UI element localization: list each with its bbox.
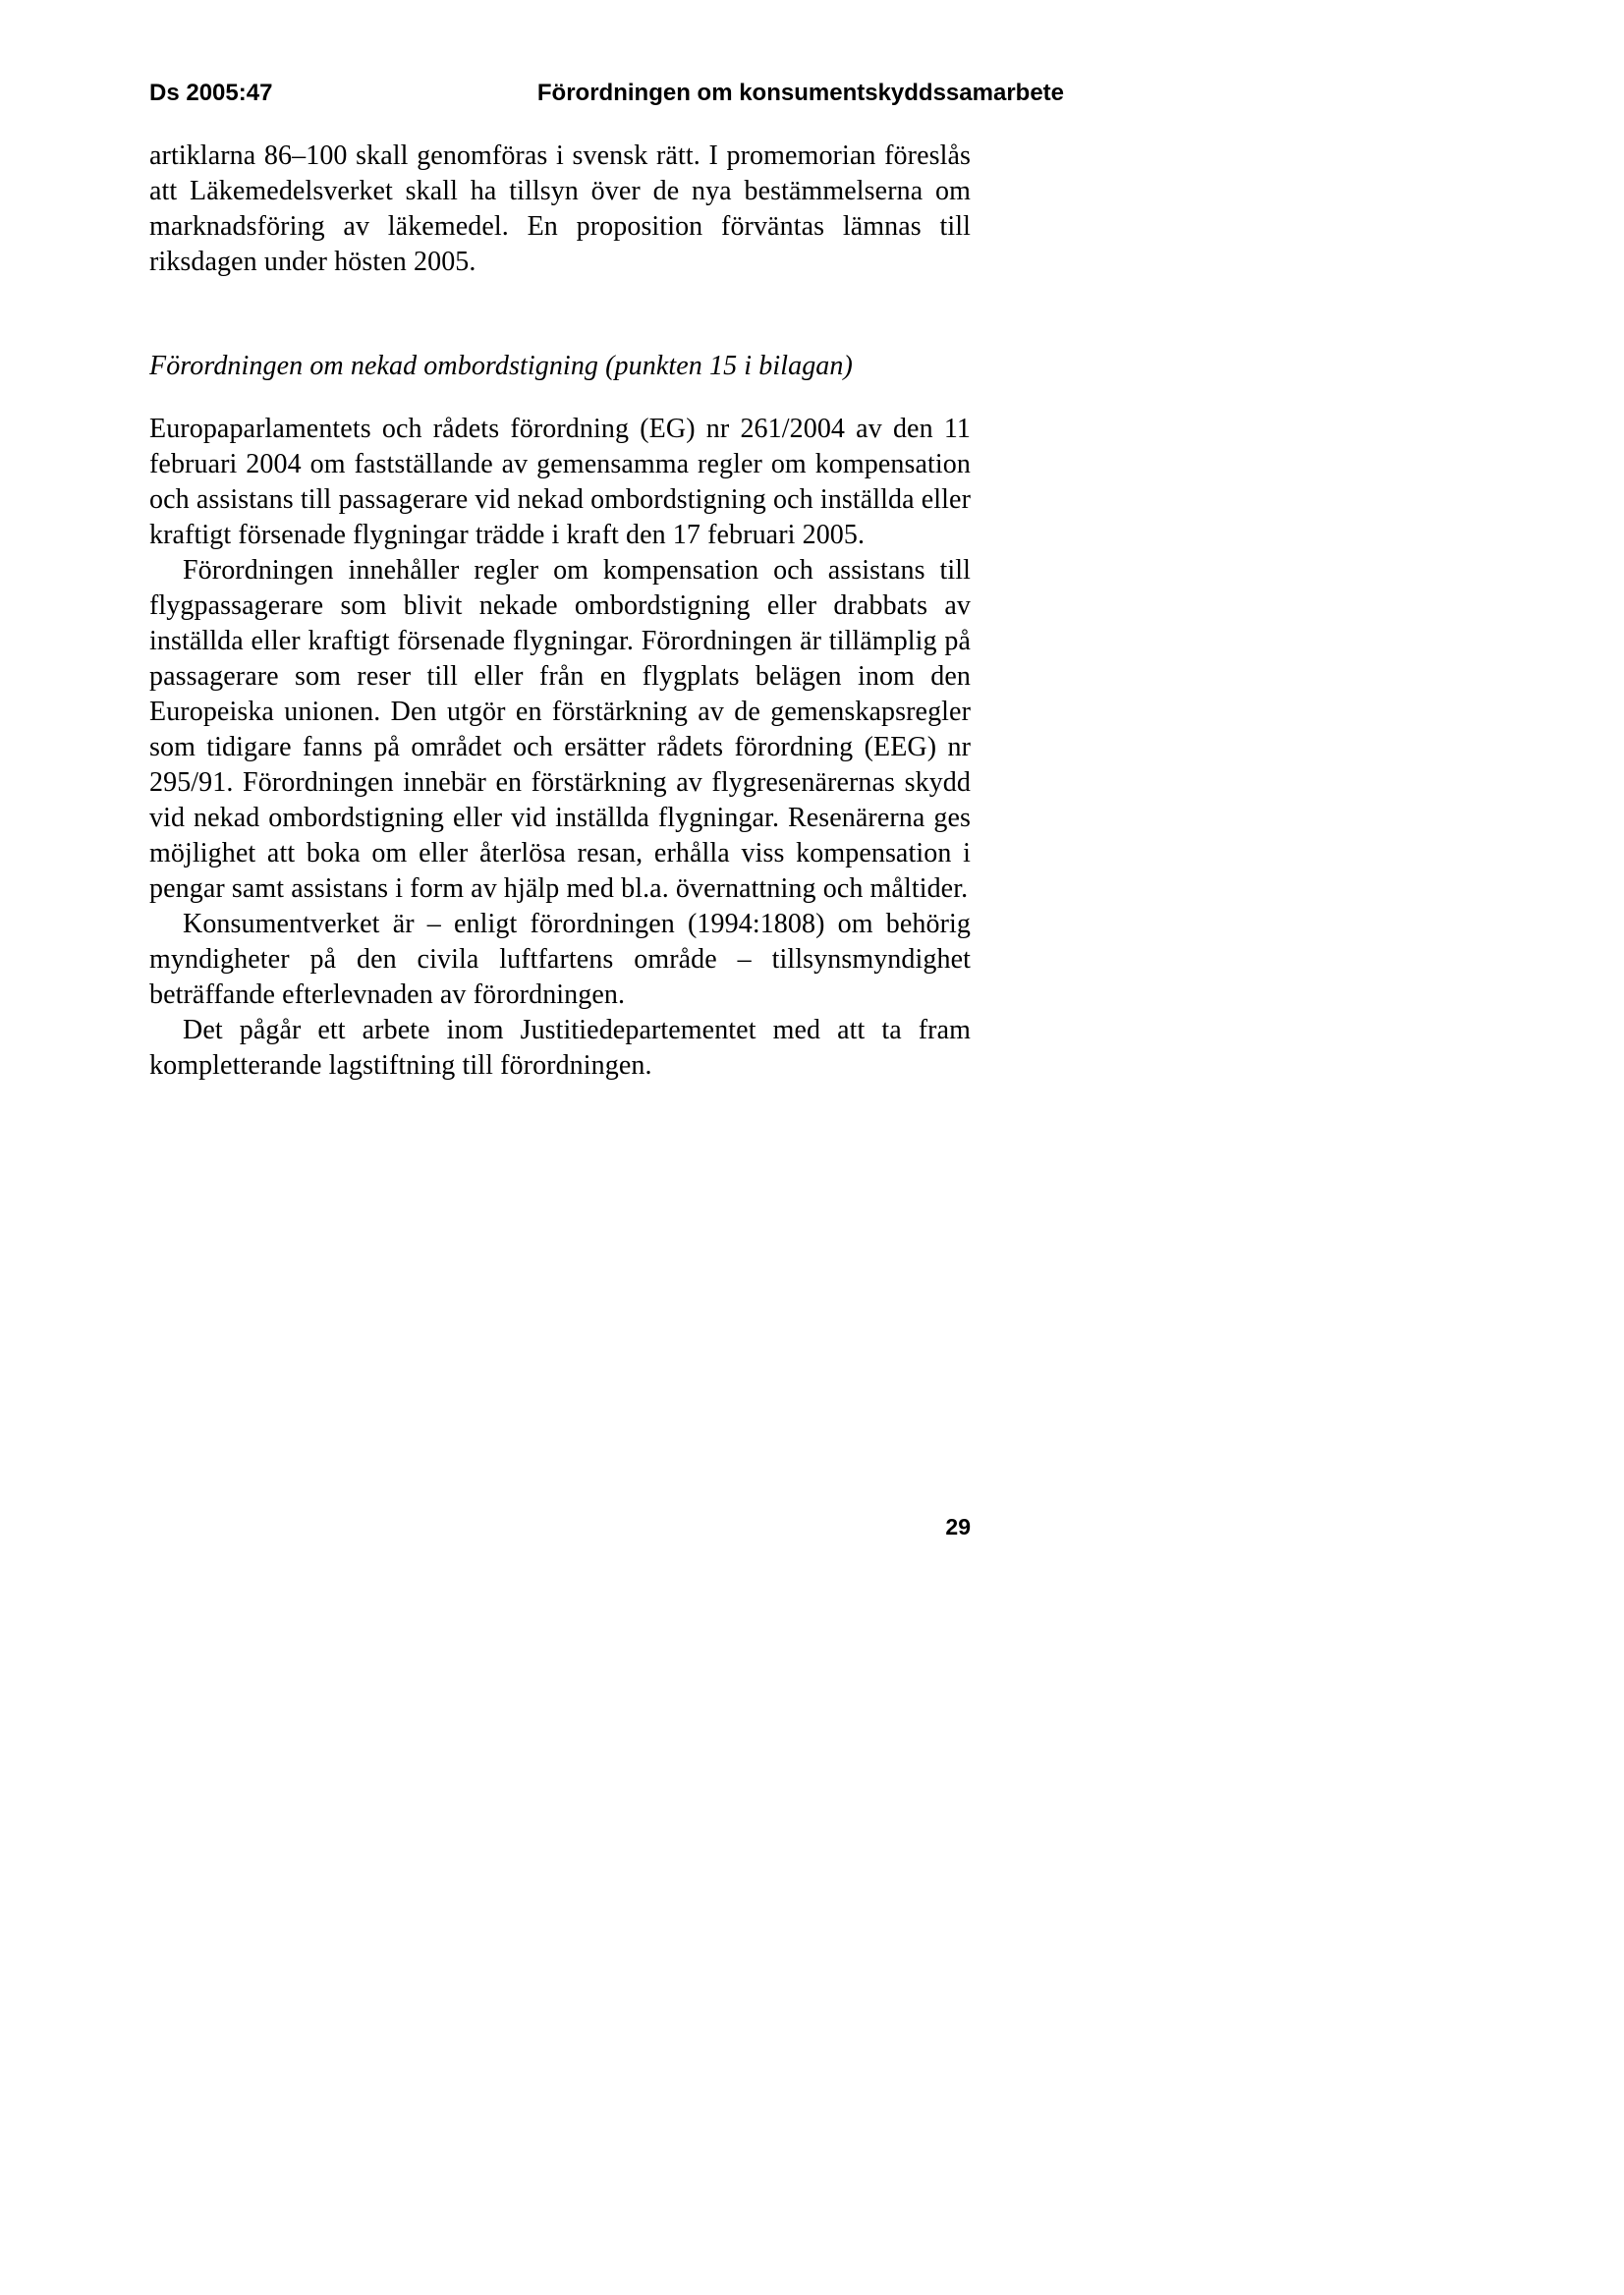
section-heading: Förordningen om nekad ombordstigning (punkten 15 i bilagan) [149, 351, 853, 381]
paragraph-regulation-content: Förordningen innehåller regler om kompensation och assistans till flygpassagerare som blivit nekade ombordstigning eller drabbats av inställda eller kraftigt försenade flygningar. Förordningen är tillämplig på passagerare som reser till eller från en flygplats belägen inom den Europeiska unionen. Den utgör en förstärkning av de gemenskapsregler som tidigare fanns på området och ersätter rådets förordning (EEG) nr 295/91. Förordningen innebär en förstärkning av flygresenärernas skydd vid nekad ombordstigning eller vid inställda flygningar. Resenärerna ges möjlighet att boka om eller återlösa resan, erhålla viss kompensation i pengar samt assistans i form av hjälp med bl.a. övernattning och måltider. [149, 555, 971, 904]
header-running-title: Förordningen om konsumentskyddssamarbete [536, 80, 1064, 106]
paragraph-justitiedepartementet: Det pågår ett arbete inom Justitiedepartementet med att ta fram kompletterande lagstiftning till förordningen. [149, 1015, 971, 1081]
text-column [149, 139, 971, 1084]
page-number: 29 [945, 1514, 971, 1539]
header-doc-id: Ds 2005:47 [149, 80, 273, 106]
paragraph-regulation-overview: Europaparlamentets och rådets förordning (EG) nr 261/2004 av den 11 februari 2004 om fastställande av gemensamma regler om kompensation och assistans till passagerare vid nekad ombordstigning och inställda eller kraftigt försenade flygningar trädde i kraft den 17 februari 2005. [149, 414, 971, 550]
running-header [149, 81, 1064, 106]
paragraph-intro: artiklarna 86–100 skall genomföras i svensk rätt. I promemorian föreslås att Läkemedelsverket skall ha tillsyn över de nya bestämmelserna om marknadsföring av läkemedel. En proposition förväntas lämnas till riksdagen under hösten 2005. [149, 140, 971, 277]
paragraph-konsumentverket: Konsumentverket är – enligt förordningen (1994:1808) om behörig myndigheter på den civila luftfartens område – tillsynsmyndighet beträffande efterlevnaden av förordningen. [149, 909, 971, 1010]
